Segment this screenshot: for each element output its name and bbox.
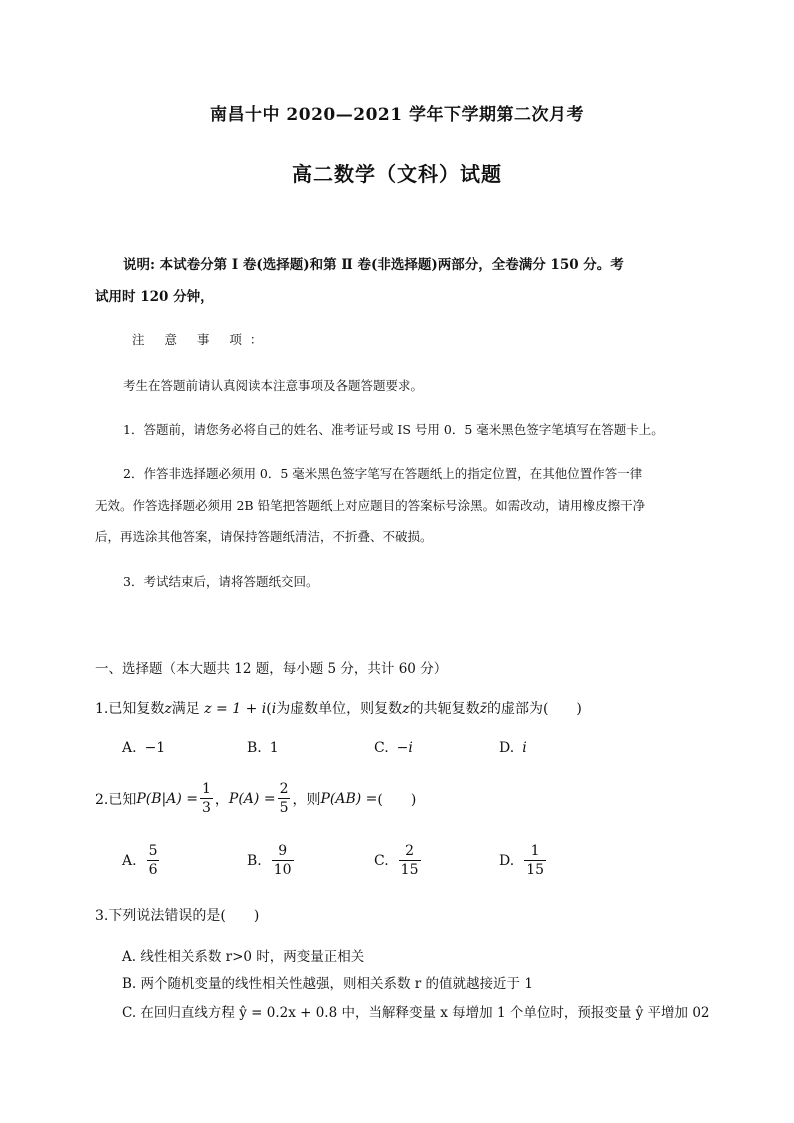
notice-item-3: 3．考试结束后，请将答题纸交回。	[123, 574, 319, 589]
q2-option-a[interactable]: A. $\frac{5}{6}$	[122, 843, 158, 878]
section-title: 一、选择题（本大题共 12 题，每小题 5 分，共计 60 分）	[95, 661, 448, 677]
notice-item-1: 1．答题前，请您务必将自己的姓名、准考证号或 IS 号用 0．5 毫米黑色签字笔填写在答题卡上。	[123, 422, 664, 437]
note-paragraph	[95, 250, 700, 281]
question-3-stem: 3.下列说法错误的是( )	[95, 908, 260, 924]
q3-option-b[interactable]: B. 两个随机变量的线性相关性越强，则相关系数 r 的值就越接近于 1	[122, 976, 533, 992]
q2-option-c[interactable]: C. $\frac{2}{15}$	[374, 843, 419, 878]
formula-z: z = 1 + i	[204, 701, 267, 717]
q1-option-a[interactable]: A. −1	[122, 740, 166, 756]
q2-frac-2: $\frac{2}{5}$	[279, 781, 289, 816]
q3-option-c[interactable]: C. 在回归直线方程 ŷ = 0.2x + 0.8 中，当解释变量 x 每增加 1 个单位时，预报变量 ŷ 平增加 02	[122, 1005, 710, 1021]
q1-option-d[interactable]: D. i	[499, 740, 527, 756]
note-paragraph-cont	[95, 282, 700, 313]
notice-item-2-line-2: 无效。作答选择题必须用 2B 铅笔把答题纸上对应题目的答案标号涂黑。如需改动，请用橡皮擦干净	[95, 498, 646, 513]
question-2-stem: 2.已知 P(B|A) = $\frac{1}{3}$ ， P(A) = $\frac{2}{5}$ ，则 P(AB) = ( )	[95, 781, 417, 816]
q2-option-b[interactable]: B. $\frac{9}{10}$	[247, 843, 292, 878]
var-zbar: z̄	[479, 701, 487, 717]
q2-option-d[interactable]: D. $\frac{1}{15}$	[499, 843, 545, 878]
q3-option-a[interactable]: A. 线性相关系数 r>0 时，两变量正相关	[122, 949, 365, 965]
q1-option-b[interactable]: B. 1	[247, 740, 279, 756]
exam-title: 南昌十中 2020—2021 学年下学期第二次月考	[210, 105, 584, 125]
question-1-stem: 1.已知复数z满足 z = 1 + i(i为虚数单位，则复数z的共轭复数z̄的虚部为( )	[95, 701, 582, 717]
q1-option-c[interactable]: C. −i	[374, 740, 413, 756]
var-z: z	[164, 701, 172, 717]
exam-subtitle: 高二数学（文科）试题	[292, 162, 502, 186]
note-line-2: 试用时 120 分钟，	[95, 289, 214, 305]
notice-item-2-line-3: 后，再选涂其他答案，请保持答题纸清洁，不折叠、不破损。	[95, 529, 433, 544]
notice-item-2-line-1: 2．作答非选择题必须用 0．5 毫米黑色签字笔写在答题纸上的指定位置，在其他位置作答一律	[123, 466, 643, 481]
note-line-1: 说明: 本试卷分第 Ⅰ 卷(选择题)和第 Ⅱ 卷(非选择题)两部分，全卷满分 150 分。考	[123, 257, 624, 273]
q2-frac-1: $\frac{1}{3}$	[202, 781, 211, 816]
notice-intro: 考生在答题前请认真阅读本注意事项及各题答题要求。	[123, 378, 424, 393]
notice-title: 注 意 事 项：	[132, 332, 271, 347]
